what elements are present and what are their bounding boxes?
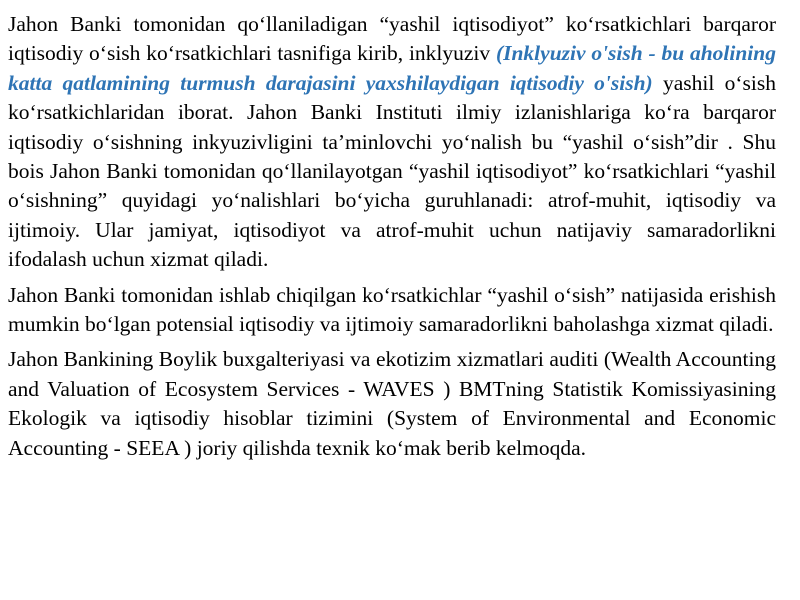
paragraph-1	[8, 10, 776, 275]
inclusive-growth-definition: (Inklyuziv o'sish - bu aholining katta qatlamining turmush darajasini yaxshilaydigan iqtisodiy o'sish)	[8, 41, 776, 95]
paragraph-1-text-end: yashil o‘sish ko‘rsatkichlaridan iborat. Jahon Banki Instituti ilmiy izlanishlariga ko‘ra barqaror iqtisodiy o‘sishning inkyuzivligini ta’minlovchi yo‘nalish bu “yashil o‘sish”dir . Shu bois Jahon Banki tomonidan qo‘llanilayotgan “yashil iqtisodiyot” ko‘rsatkichlari “yashil o‘sishning” quyidagi yo‘nalishlari bo‘yicha guruhlanadi: atrof-muhit, iqtisodiy va ijtimoiy. Ular jamiyat, iqtisodiyot va atrof-muhit uchun natijaviy samaradorlikni ifodalash uchun xizmat qiladi.	[8, 70, 777, 272]
paragraph-3: Jahon Bankining Boylik buxgalteriyasi va ekotizim xizmatlari auditi (Wealth Accounting and Valuation of Ecosystem Services - WAVES ) BMTning Statistik Komissiyasining Ekologik va iqtisodiy hisoblar tizimini (System of Environmental and Economic Accounting - SEEA ) joriy qilishda texnik ko‘mak berib kelmoqda.	[8, 347, 776, 460]
paragraph-2: Jahon Banki tomonidan ishlab chiqilgan ko‘rsatkichlar “yashil o‘sish” natijasida erishish mumkin bo‘lgan potensial iqtisodiy va ijtimoiy samaradorlikni baholashga xizmat qiladi.	[8, 282, 776, 337]
document-body	[8, 10, 776, 469]
paragraph-1-text-start: Jahon Banki tomonidan qo‘llaniladigan “yashil iqtisodiyot” ko‘rsatkichlari barqaror iqtisodiy o‘sish ko‘rsatkichlari tasnifiga kirib, inklyuziv	[8, 12, 776, 66]
